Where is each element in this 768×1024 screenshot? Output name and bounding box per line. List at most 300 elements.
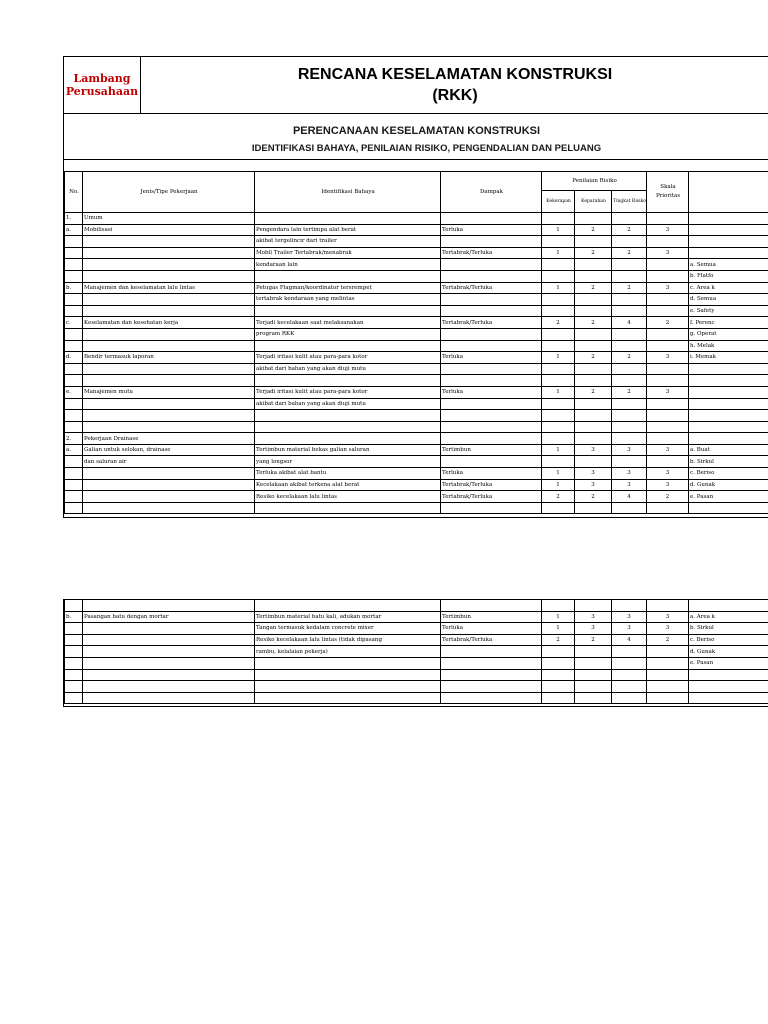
cell-jenis xyxy=(83,692,255,704)
cell-jenis xyxy=(83,681,255,693)
table-row xyxy=(65,386,768,398)
cell-skala: 3 xyxy=(647,479,689,491)
table-row xyxy=(65,352,768,364)
cell-identifikasi xyxy=(255,340,441,352)
cell-pengendalian: g. Operat xyxy=(689,328,768,340)
cell-skala: 2 xyxy=(647,491,689,503)
cell-pengendalian xyxy=(689,669,768,681)
cell-skala xyxy=(647,669,689,681)
cell-tingkat: 3 xyxy=(612,611,647,623)
cell-no xyxy=(65,657,83,669)
table-row xyxy=(65,611,768,623)
cell-skala xyxy=(647,600,689,611)
cell-tingkat: 3 xyxy=(612,623,647,635)
cell-dampak xyxy=(441,294,542,306)
cell-pengendalian xyxy=(689,224,768,236)
cell-no: c. xyxy=(65,317,83,329)
cell-pengendalian: e. Pasan xyxy=(689,491,768,503)
cell-dampak xyxy=(441,681,542,693)
cell-no xyxy=(65,305,83,317)
cell-pengendalian xyxy=(689,363,768,375)
cell-kekerapan xyxy=(542,433,575,445)
cell-kekerapan: 1 xyxy=(542,352,575,364)
cell-identifikasi: Terluka akibat alat bantu xyxy=(255,468,441,480)
cell-keparahan: 3 xyxy=(575,468,612,480)
cell-no xyxy=(65,491,83,503)
cell-dampak xyxy=(441,213,542,225)
cell-no xyxy=(65,421,83,433)
table-row xyxy=(65,657,768,669)
cell-identifikasi xyxy=(255,692,441,704)
cell-pengendalian xyxy=(689,692,768,704)
cell-skala: 3 xyxy=(647,247,689,259)
table-row xyxy=(65,270,768,282)
cell-jenis: Galian untuk selokan, drainase xyxy=(83,444,255,456)
table-row xyxy=(65,692,768,704)
cell-skala xyxy=(647,692,689,704)
col-identifikasi: Identifikasi Bahaya xyxy=(255,172,441,213)
cell-dampak xyxy=(441,305,542,317)
cell-jenis: dan saluran air xyxy=(83,456,255,468)
cell-pengendalian: a. Buat xyxy=(689,444,768,456)
cell-no xyxy=(65,634,83,646)
cell-skala xyxy=(647,259,689,271)
divider xyxy=(64,159,768,160)
cell-pengendalian xyxy=(689,681,768,693)
table-row xyxy=(65,479,768,491)
divider xyxy=(64,113,768,114)
cell-keparahan: 2 xyxy=(575,634,612,646)
cell-dampak: Terluka xyxy=(441,386,542,398)
cell-kekerapan xyxy=(542,363,575,375)
cell-pengendalian xyxy=(689,375,768,387)
cell-identifikasi xyxy=(255,669,441,681)
cell-keparahan xyxy=(575,213,612,225)
cell-keparahan xyxy=(575,340,612,352)
cell-tingkat xyxy=(612,305,647,317)
cell-skala xyxy=(647,340,689,352)
table-row xyxy=(65,646,768,658)
cell-identifikasi: yang longsor xyxy=(255,456,441,468)
cell-tingkat xyxy=(612,646,647,658)
table-body-2 xyxy=(65,600,768,704)
cell-skala xyxy=(647,305,689,317)
cell-no: a. xyxy=(65,444,83,456)
cell-skala: 3 xyxy=(647,611,689,623)
cell-tingkat: 4 xyxy=(612,317,647,329)
table-row xyxy=(65,236,768,248)
cell-jenis xyxy=(83,305,255,317)
cell-no xyxy=(65,375,83,387)
table-row xyxy=(65,305,768,317)
cell-skala xyxy=(647,657,689,669)
table-row xyxy=(65,328,768,340)
cell-dampak: Tertabrak/Terluka xyxy=(441,317,542,329)
cell-kekerapan xyxy=(542,236,575,248)
cell-kekerapan: 1 xyxy=(542,224,575,236)
cell-identifikasi: Mobil Trailer Tertabrak/menabrak xyxy=(255,247,441,259)
cell-tingkat xyxy=(612,398,647,410)
cell-keparahan xyxy=(575,600,612,611)
cell-pengendalian xyxy=(689,236,768,248)
cell-jenis xyxy=(83,646,255,658)
cell-tingkat xyxy=(612,681,647,693)
cell-skala xyxy=(647,270,689,282)
cell-identifikasi xyxy=(255,213,441,225)
cell-identifikasi: Kecelakaan akibat terkena alat berat xyxy=(255,479,441,491)
cell-identifikasi: rambu, kelalaian pekerja) xyxy=(255,646,441,658)
cell-pengendalian: c. Beriso xyxy=(689,468,768,480)
cell-identifikasi xyxy=(255,433,441,445)
cell-dampak xyxy=(441,646,542,658)
cell-keparahan xyxy=(575,657,612,669)
cell-dampak xyxy=(441,433,542,445)
cell-kekerapan xyxy=(542,305,575,317)
cell-keparahan xyxy=(575,456,612,468)
cell-dampak: Tertabrak/Terluka xyxy=(441,634,542,646)
cell-skala: 3 xyxy=(647,282,689,294)
cell-identifikasi xyxy=(255,410,441,422)
cell-identifikasi: Terjadi kecelakaan saat melaksanakan xyxy=(255,317,441,329)
cell-no xyxy=(65,410,83,422)
cell-identifikasi: akibat tergelincir dari trailer xyxy=(255,236,441,248)
cell-keparahan xyxy=(575,681,612,693)
table-row xyxy=(65,433,768,445)
cell-pengendalian: c. Area k xyxy=(689,282,768,294)
cell-identifikasi: Terjadi iritasi kulit atau para-para kotor xyxy=(255,352,441,364)
cell-no: 1. xyxy=(65,213,83,225)
cell-skala xyxy=(647,375,689,387)
risk-table xyxy=(64,171,768,514)
cell-no xyxy=(65,340,83,352)
table-row xyxy=(65,600,768,611)
cell-identifikasi: Resiko kecelakaan lalu lintas xyxy=(255,491,441,503)
cell-jenis xyxy=(83,363,255,375)
cell-dampak xyxy=(441,657,542,669)
cell-skala xyxy=(647,294,689,306)
cell-no xyxy=(65,468,83,480)
table-row xyxy=(65,456,768,468)
col-penilaian: Penilaian Risiko xyxy=(542,172,647,191)
cell-kekerapan: 1 xyxy=(542,282,575,294)
cell-tingkat: 4 xyxy=(612,491,647,503)
cell-no xyxy=(65,270,83,282)
cell-jenis xyxy=(83,340,255,352)
cell-dampak xyxy=(441,669,542,681)
cell-jenis xyxy=(83,259,255,271)
cell-identifikasi xyxy=(255,657,441,669)
cell-jenis xyxy=(83,623,255,635)
cell-identifikasi xyxy=(255,681,441,693)
cell-jenis xyxy=(83,669,255,681)
cell-skala: 3 xyxy=(647,386,689,398)
cell-dampak xyxy=(441,600,542,611)
cell-jenis xyxy=(83,479,255,491)
cell-dampak: Terluka xyxy=(441,468,542,480)
cell-keparahan xyxy=(575,433,612,445)
table-row xyxy=(65,398,768,410)
cell-jenis: Pekerjaan Drainase xyxy=(83,433,255,445)
cell-keparahan xyxy=(575,305,612,317)
rkk-sheet-page2 xyxy=(63,599,768,707)
cell-pengendalian xyxy=(689,386,768,398)
cell-no xyxy=(65,669,83,681)
table-row xyxy=(65,247,768,259)
cell-no xyxy=(65,294,83,306)
cell-skala: 3 xyxy=(647,444,689,456)
cell-kekerapan: 1 xyxy=(542,247,575,259)
cell-keparahan xyxy=(575,646,612,658)
table-row xyxy=(65,410,768,422)
cell-tingkat xyxy=(612,692,647,704)
cell-dampak: Tertabrak/Terluka xyxy=(441,247,542,259)
cell-no xyxy=(65,502,83,514)
cell-kekerapan: 1 xyxy=(542,623,575,635)
cell-dampak xyxy=(441,270,542,282)
cell-keparahan xyxy=(575,410,612,422)
cell-pengendalian xyxy=(689,247,768,259)
cell-identifikasi: kendaraan lain xyxy=(255,259,441,271)
cell-jenis: Pasangan batu dengan mortar xyxy=(83,611,255,623)
cell-kekerapan xyxy=(542,410,575,422)
cell-keparahan xyxy=(575,259,612,271)
table-row xyxy=(65,623,768,635)
cell-no: a. xyxy=(65,224,83,236)
table-row xyxy=(65,213,768,225)
cell-kekerapan: 1 xyxy=(542,386,575,398)
col-no: No. xyxy=(65,172,83,213)
cell-tingkat: 2 xyxy=(612,386,647,398)
col-dampak: Dampak xyxy=(441,172,542,213)
table-row xyxy=(65,317,768,329)
cell-jenis xyxy=(83,502,255,514)
cell-skala xyxy=(647,410,689,422)
table-body-1 xyxy=(65,213,768,514)
cell-kekerapan xyxy=(542,398,575,410)
cell-identifikasi: tertabrak kendaraan yang melintas xyxy=(255,294,441,306)
cell-jenis: Umum xyxy=(83,213,255,225)
cell-jenis xyxy=(83,657,255,669)
cell-jenis xyxy=(83,294,255,306)
cell-keparahan: 2 xyxy=(575,317,612,329)
cell-pengendalian: a. Area k xyxy=(689,611,768,623)
cell-tingkat xyxy=(612,213,647,225)
col-kekerapan: Kekerapan xyxy=(542,191,575,213)
cell-identifikasi: Tertimbun material batu kali, adukan mortar xyxy=(255,611,441,623)
cell-tingkat xyxy=(612,294,647,306)
cell-skala xyxy=(647,646,689,658)
cell-kekerapan: 1 xyxy=(542,611,575,623)
cell-jenis xyxy=(83,247,255,259)
cell-dampak xyxy=(441,259,542,271)
cell-identifikasi xyxy=(255,305,441,317)
cell-jenis xyxy=(83,410,255,422)
col-skala: Skala Prioritas xyxy=(647,172,689,213)
cell-identifikasi xyxy=(255,270,441,282)
cell-tingkat xyxy=(612,259,647,271)
cell-no xyxy=(65,681,83,693)
cell-jenis: Manajemen dan keselamatan lalu lintas xyxy=(83,282,255,294)
cell-skala: 3 xyxy=(647,468,689,480)
cell-pengendalian xyxy=(689,502,768,514)
cell-no xyxy=(65,456,83,468)
cell-dampak xyxy=(441,456,542,468)
cell-kekerapan: 1 xyxy=(542,444,575,456)
subtitle-identification: IDENTIFIKASI BAHAYA, PENILAIAN RISIKO, PENGENDALIAN DAN PELUANG xyxy=(251,143,602,154)
cell-identifikasi: Petugas Flagman/koordinator tersrempet xyxy=(255,282,441,294)
cell-pengendalian: d. Gunak xyxy=(689,646,768,658)
cell-no: b. xyxy=(65,282,83,294)
cell-dampak: Tertabrak/Terluka xyxy=(441,491,542,503)
cell-kekerapan xyxy=(542,375,575,387)
cell-dampak: Tertimbun xyxy=(441,611,542,623)
cell-identifikasi: Tertimbun material bekas galian saluran xyxy=(255,444,441,456)
cell-jenis xyxy=(83,634,255,646)
cell-skala xyxy=(647,363,689,375)
cell-keparahan: 3 xyxy=(575,623,612,635)
cell-jenis: Manajemen mutu xyxy=(83,386,255,398)
cell-skala: 3 xyxy=(647,352,689,364)
title-line1: RENCANA KESELAMATAN KONSTRUKSI xyxy=(297,66,613,83)
table-row xyxy=(65,224,768,236)
cell-dampak xyxy=(441,328,542,340)
cell-identifikasi: Resiko kecelakaan lalu lintas (tidak dipasang xyxy=(255,634,441,646)
cell-dampak xyxy=(441,375,542,387)
cell-dampak xyxy=(441,502,542,514)
cell-skala xyxy=(647,681,689,693)
cell-pengendalian xyxy=(689,213,768,225)
cell-dampak: Terluka xyxy=(441,352,542,364)
col-tingkat: Tingkat Risiko xyxy=(612,191,647,213)
cell-pengendalian: h. Melak xyxy=(689,340,768,352)
cell-dampak xyxy=(441,363,542,375)
cell-dampak xyxy=(441,398,542,410)
cell-jenis xyxy=(83,600,255,611)
cell-no xyxy=(65,259,83,271)
cell-tingkat xyxy=(612,669,647,681)
cell-tingkat xyxy=(612,236,647,248)
cell-keparahan xyxy=(575,398,612,410)
cell-keparahan xyxy=(575,502,612,514)
cell-tingkat xyxy=(612,375,647,387)
cell-keparahan xyxy=(575,375,612,387)
cell-identifikasi: Tangan termasuk kedalam concrete mixer xyxy=(255,623,441,635)
cell-no: 2. xyxy=(65,433,83,445)
cell-dampak xyxy=(441,692,542,704)
cell-tingkat: 2 xyxy=(612,224,647,236)
cell-tingkat: 3 xyxy=(612,479,647,491)
cell-skala xyxy=(647,433,689,445)
cell-pengendalian xyxy=(689,600,768,611)
cell-tingkat: 4 xyxy=(612,634,647,646)
cell-tingkat xyxy=(612,270,647,282)
cell-identifikasi: Pengendara lain tertimpa alat berat xyxy=(255,224,441,236)
cell-jenis xyxy=(83,270,255,282)
cell-identifikasi: akibat dari bahan yang akan diuji mutu xyxy=(255,398,441,410)
cell-pengendalian: d. Gunak xyxy=(689,479,768,491)
cell-no xyxy=(65,363,83,375)
cell-identifikasi xyxy=(255,421,441,433)
cell-skala: 3 xyxy=(647,224,689,236)
cell-no xyxy=(65,646,83,658)
cell-keparahan xyxy=(575,294,612,306)
cell-tingkat xyxy=(612,433,647,445)
cell-keparahan: 2 xyxy=(575,247,612,259)
cell-identifikasi xyxy=(255,502,441,514)
cell-no xyxy=(65,479,83,491)
cell-jenis xyxy=(83,236,255,248)
cell-kekerapan xyxy=(542,600,575,611)
cell-pengendalian: d. Semua xyxy=(689,294,768,306)
cell-skala xyxy=(647,236,689,248)
cell-no xyxy=(65,692,83,704)
table-row xyxy=(65,340,768,352)
cell-jenis xyxy=(83,468,255,480)
logo-line2: Perusahaan xyxy=(65,85,139,98)
cell-no xyxy=(65,623,83,635)
cell-tingkat: 2 xyxy=(612,247,647,259)
cell-tingkat xyxy=(612,456,647,468)
cell-dampak: Terluka xyxy=(441,623,542,635)
title-line2: (RKK) xyxy=(432,87,478,104)
cell-pengendalian: e. Pasan xyxy=(689,657,768,669)
cell-pengendalian: i. Memak xyxy=(689,352,768,364)
cell-jenis xyxy=(83,328,255,340)
cell-kekerapan xyxy=(542,213,575,225)
cell-dampak: Terluka xyxy=(441,224,542,236)
cell-tingkat: 2 xyxy=(612,282,647,294)
cell-dampak xyxy=(441,236,542,248)
cell-kekerapan: 1 xyxy=(542,479,575,491)
logo-line1: Lambang xyxy=(73,72,131,85)
cell-keparahan xyxy=(575,692,612,704)
cell-keparahan xyxy=(575,236,612,248)
cell-pengendalian: b. Flatfo xyxy=(689,270,768,282)
col-jenis: Jenis/Tipe Pekerjaan xyxy=(83,172,255,213)
cell-keparahan: 3 xyxy=(575,444,612,456)
cell-tingkat xyxy=(612,600,647,611)
cell-kekerapan: 1 xyxy=(542,468,575,480)
cell-kekerapan xyxy=(542,646,575,658)
cell-kekerapan xyxy=(542,421,575,433)
cell-no xyxy=(65,600,83,611)
cell-identifikasi: program RKK xyxy=(255,328,441,340)
cell-jenis: Mobilisasi xyxy=(83,224,255,236)
cell-tingkat xyxy=(612,410,647,422)
cell-kekerapan xyxy=(542,294,575,306)
cell-keparahan xyxy=(575,270,612,282)
cell-jenis: Bendir termasuk laporan xyxy=(83,352,255,364)
cell-no xyxy=(65,236,83,248)
document-title xyxy=(141,57,768,113)
cell-keparahan: 2 xyxy=(575,491,612,503)
cell-tingkat xyxy=(612,421,647,433)
cell-kekerapan: 2 xyxy=(542,634,575,646)
company-logo-placeholder xyxy=(64,57,141,113)
cell-skala: 2 xyxy=(647,317,689,329)
cell-kekerapan xyxy=(542,270,575,282)
cell-skala xyxy=(647,398,689,410)
cell-kekerapan xyxy=(542,328,575,340)
cell-jenis xyxy=(83,491,255,503)
table-row xyxy=(65,468,768,480)
col-pengendalian xyxy=(689,172,768,213)
cell-tingkat: 2 xyxy=(612,352,647,364)
cell-keparahan xyxy=(575,363,612,375)
cell-keparahan xyxy=(575,328,612,340)
cell-kekerapan: 2 xyxy=(542,491,575,503)
cell-skala xyxy=(647,421,689,433)
